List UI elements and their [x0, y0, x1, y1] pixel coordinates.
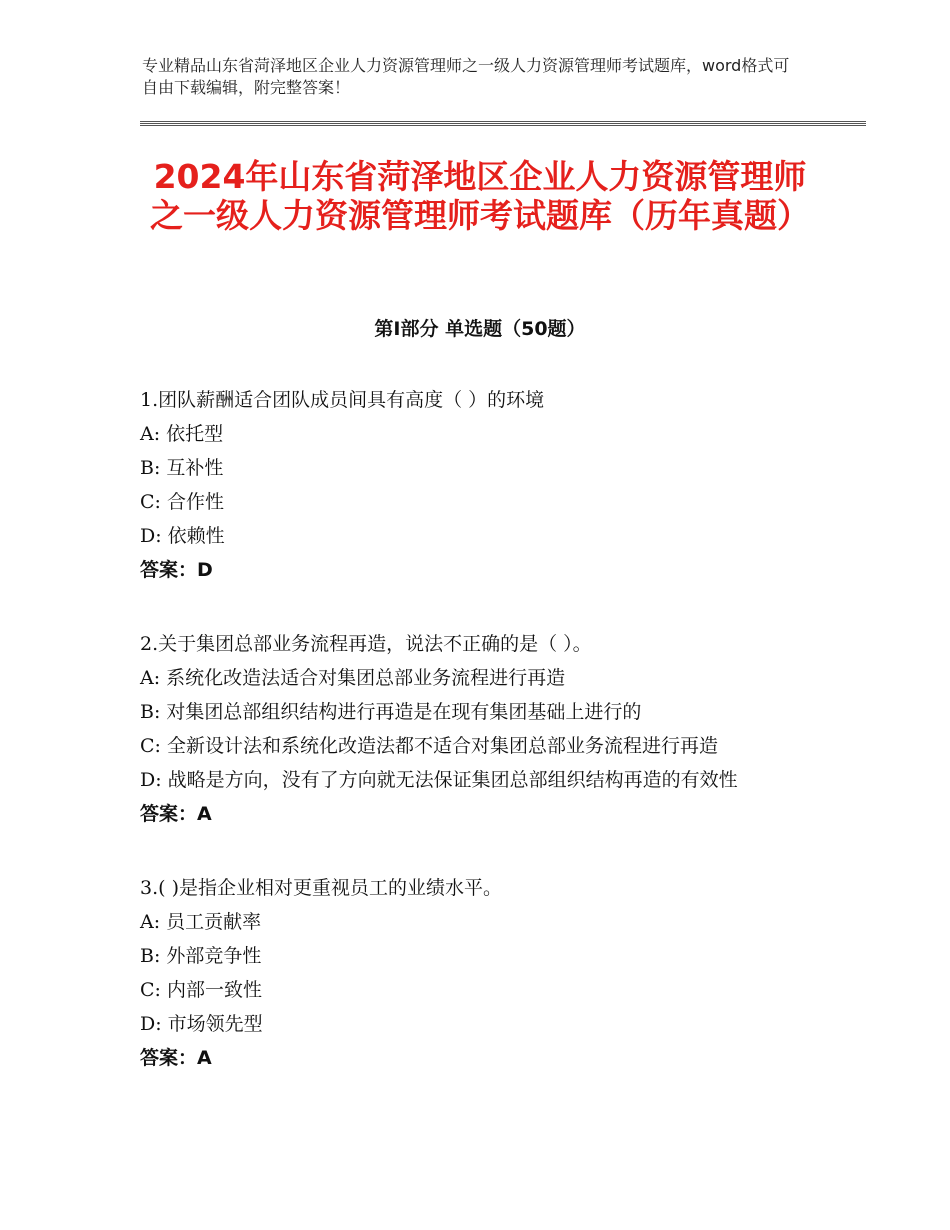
header-note: 专业精品山东省菏泽地区企业人力资源管理师之一级人力资源管理师考试题库，word格式可自由下载编辑，附完整答案！: [142, 56, 790, 97]
question-stem: 2.关于集团总部业务流程再造，说法不正确的是（ ）。: [140, 633, 592, 655]
option-d: D: 依赖性: [140, 525, 225, 547]
option-b: B: 对集团总部组织结构进行再造是在现有集团基础上进行的: [140, 701, 642, 723]
answer: 答案：A: [140, 803, 212, 825]
option-a: A: 员工贡献率: [140, 911, 262, 933]
question-2: [140, 627, 810, 831]
answer: 答案：D: [140, 559, 213, 581]
header-divider: [140, 121, 866, 126]
question-list: [140, 383, 810, 1115]
document-title: 2024年山东省菏泽地区企业人力资源管理师之一级人力资源管理师考试题库（历年真题）: [150, 157, 810, 235]
question-stem: 3.( )是指企业相对更重视员工的业绩水平。: [140, 877, 502, 899]
option-b: B: 互补性: [140, 457, 224, 479]
option-c: C: 全新设计法和系统化改造法都不适合对集团总部业务流程进行再造: [140, 735, 718, 757]
option-d: D: 市场领先型: [140, 1013, 263, 1035]
option-b: B: 外部竞争性: [140, 945, 262, 967]
option-d: D: 战略是方向，没有了方向就无法保证集团总部组织结构再造的有效性: [140, 769, 738, 791]
answer: 答案：A: [140, 1047, 212, 1069]
option-a: A: 系统化改造法适合对集团总部业务流程进行再造: [140, 667, 566, 689]
option-a: A: 依托型: [140, 423, 224, 445]
option-c: C: 合作性: [140, 491, 224, 513]
section-title: 第Ⅰ部分 单选题（50题）: [374, 318, 586, 340]
option-c: C: 内部一致性: [140, 979, 262, 1001]
question-stem: 1.团队薪酬适合团队成员间具有高度（ ）的环境: [140, 389, 545, 411]
question-3: [140, 871, 810, 1075]
question-1: [140, 383, 810, 587]
